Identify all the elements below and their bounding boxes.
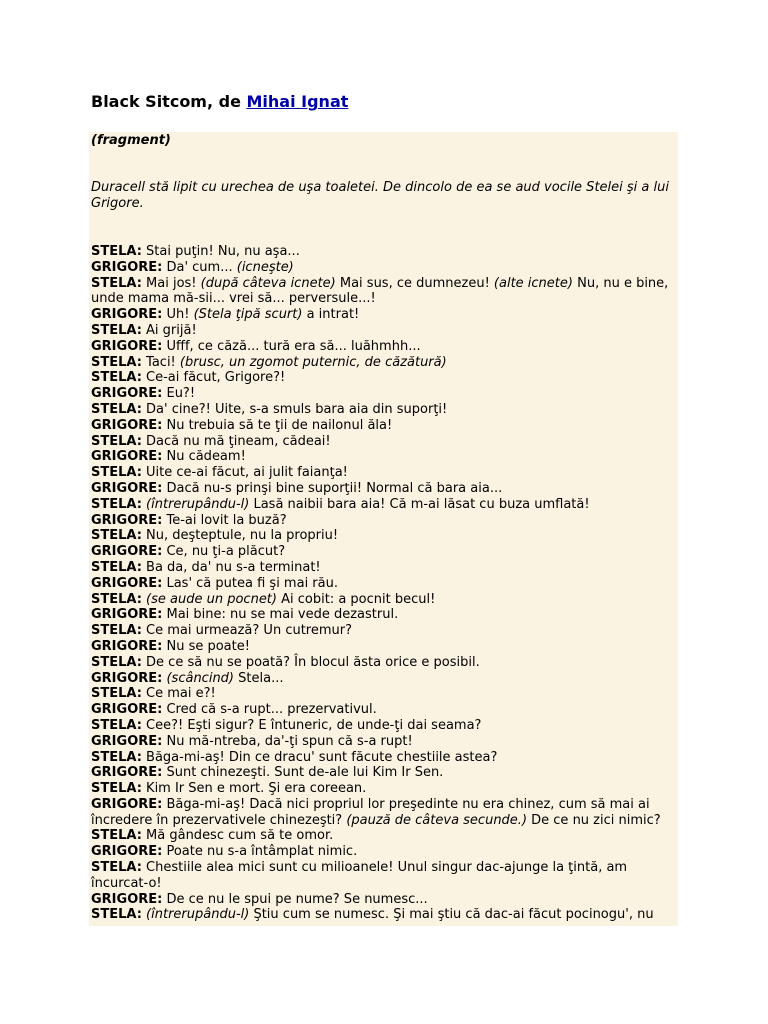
line-text: Stai puţin! Nu, nu aşa... — [141, 244, 300, 259]
speaker-name: STELA: — [91, 781, 142, 797]
dialogue-line — [91, 907, 678, 923]
speaker-name: GRIGORE: — [91, 638, 163, 654]
dialogue-line — [91, 860, 678, 892]
line-text: Da' cum... — [162, 259, 237, 275]
dialogue-line — [91, 513, 678, 529]
line-text: Sunt chinezeşti. Sunt de-ale lui Kim Ir Sen. — [162, 765, 444, 781]
speaker-name: GRIGORE: — [91, 386, 163, 402]
line-text: De ce nu le spui pe nume? Se numesc... — [162, 891, 428, 907]
line-text: Băga-mi-aş! Dacă nici propriul lor preşedinte nu era chinez, cum să mai ai încredere în prezervativele chinezeşti? — [91, 796, 650, 828]
dialogue-line — [91, 734, 678, 750]
dialogue-line — [91, 449, 678, 465]
stage-direction: (scâncind) — [166, 670, 235, 686]
speaker-name: STELA: — [91, 322, 142, 338]
stage-direction: (alte icnete) — [493, 275, 573, 291]
dialogue-line — [91, 639, 678, 655]
speaker-name: STELA: — [91, 654, 142, 670]
speaker-name: STELA: — [91, 686, 142, 702]
speaker-name: STELA: — [91, 828, 142, 844]
speaker-name: GRIGORE: — [91, 844, 163, 860]
line-text: Ce, nu ţi-a plăcut? — [162, 544, 286, 560]
speaker-name: GRIGORE: — [91, 575, 163, 591]
dialogue-line — [91, 544, 678, 560]
line-text: a intrat! — [302, 307, 360, 323]
line-text: Las' că putea fi şi mai rău. — [162, 575, 338, 591]
dialogue-line — [91, 339, 678, 355]
speaker-name: STELA: — [91, 433, 142, 449]
stage-direction: (Stela ţipă scurt) — [193, 307, 303, 323]
dialogue-line — [91, 260, 678, 276]
line-text: Cred că s-a rupt... prezervativul. — [162, 702, 377, 718]
line-text: Mai sus, ce dumnezeu! — [335, 275, 494, 291]
dialogue-line — [91, 655, 678, 671]
stage-direction: (pauză de câteva secunde.) — [346, 812, 528, 828]
dialogue-line — [91, 607, 678, 623]
speaker-name: STELA: — [91, 401, 142, 417]
stage-direction: (icneşte) — [236, 259, 294, 275]
speaker-name: STELA: — [91, 717, 142, 733]
speaker-name: STELA: — [91, 244, 142, 259]
line-text: Băga-mi-aş! Din ce dracu' sunt făcute chestiile astea? — [141, 749, 498, 765]
line-text: Nu cădeam! — [162, 449, 246, 465]
dialogue-line — [91, 386, 678, 402]
speaker-name: STELA: — [91, 623, 142, 639]
line-text: Mă gândesc cum să te omor. — [141, 828, 334, 844]
dialogue-line — [91, 718, 678, 734]
dialogue-line — [91, 765, 678, 781]
line-text: Ştiu cum se numesc. Şi mai ştiu că dac-ai făcut pocinogu', nu — [249, 907, 654, 923]
speaker-name: STELA: — [91, 370, 142, 386]
speaker-name: STELA: — [91, 354, 142, 370]
dialogue-line — [91, 355, 678, 371]
dialogue-block — [91, 244, 678, 923]
stage-direction: (după câteva icnete) — [200, 275, 336, 291]
speaker-name: GRIGORE: — [91, 449, 163, 465]
speaker-name: GRIGORE: — [91, 259, 163, 275]
line-text: Da' cine?! Uite, s-a smuls bara aia din suporţi! — [141, 401, 448, 417]
speaker-name: GRIGORE: — [91, 338, 163, 354]
dialogue-line — [91, 623, 678, 639]
speaker-name: STELA: — [91, 496, 142, 512]
dialogue-line — [91, 671, 678, 687]
dialogue-line — [91, 828, 678, 844]
speaker-name: GRIGORE: — [91, 796, 163, 812]
line-text: Ce-ai făcut, Grigore?! — [141, 370, 286, 386]
line-text: Stela... — [234, 670, 284, 686]
dialogue-line — [91, 576, 678, 592]
dialogue-line — [91, 481, 678, 497]
line-text: Ufff, ce căză... tură era să... luăhmhh... — [162, 338, 421, 354]
dialogue-line — [91, 797, 678, 829]
line-text: Uite ce-ai făcut, ai julit faianţa! — [141, 465, 348, 481]
line-text: Mai bine: nu se mai vede dezastrul. — [162, 607, 399, 623]
line-text: Nu trebuia să te ţii de nailonul ăla! — [162, 417, 393, 433]
stage-direction: (întrerupându-l) — [146, 907, 250, 923]
dialogue-line — [91, 497, 678, 513]
line-text: Uh! — [162, 307, 194, 323]
line-text: Taci! — [141, 354, 180, 370]
line-text: Ai grijă! — [141, 322, 197, 338]
stage-direction-intro: Duracell stă lipit cu urechea de uşa toaletei. De dincolo de ea se aud vocile Stelei şi a lui Grigore. — [91, 180, 669, 211]
speaker-name: GRIGORE: — [91, 733, 163, 749]
speaker-name: GRIGORE: — [91, 607, 163, 623]
line-text: De ce nu zici nimic? — [527, 812, 661, 828]
line-text: Lasă naibii bara aia! Că m-ai lăsat cu buza umflată! — [249, 496, 590, 512]
speaker-name: STELA: — [91, 591, 142, 607]
speaker-name: GRIGORE: — [91, 670, 163, 686]
dialogue-line — [91, 844, 678, 860]
dialogue-line — [91, 323, 678, 339]
speaker-name: STELA: — [91, 907, 142, 923]
dialogue-line — [91, 560, 678, 576]
dialogue-line — [91, 592, 678, 608]
line-text: Nu, deşteptule, nu la propriu! — [141, 528, 339, 544]
line-text: Eu?! — [162, 386, 196, 402]
line-text: Poate nu s-a întâmplat nimic. — [162, 844, 358, 860]
document-title — [91, 92, 348, 112]
stage-direction: (se aude un pocnet) — [146, 591, 277, 607]
line-text: Ai cobit: a pocnit becul! — [276, 591, 436, 607]
dialogue-line — [91, 434, 678, 450]
line-text: Mai jos! — [141, 275, 201, 291]
line-text: Te-ai lovit la buză? — [162, 512, 287, 528]
speaker-name: GRIGORE: — [91, 891, 163, 907]
speaker-name: STELA: — [91, 465, 142, 481]
line-text: Nu mă-ntreba, da'-ţi spun că s-a rupt! — [162, 733, 413, 749]
speaker-name: GRIGORE: — [91, 512, 163, 528]
stage-direction: (întrerupându-l) — [146, 496, 250, 512]
line-text: Ba da, da' nu s-a terminat! — [141, 559, 321, 575]
line-text: De ce să nu se poată? În blocul ăsta orice e posibil. — [141, 654, 480, 670]
speaker-name: GRIGORE: — [91, 307, 163, 323]
author-link[interactable]: Mihai Ignat — [246, 92, 349, 111]
text-panel — [89, 132, 678, 926]
line-text: Dacă nu mă ţineam, cădeai! — [141, 433, 331, 449]
speaker-name: GRIGORE: — [91, 480, 163, 496]
speaker-name: GRIGORE: — [91, 417, 163, 433]
speaker-name: STELA: — [91, 528, 142, 544]
title-prefix: Black Sitcom, de — [91, 92, 247, 111]
speaker-name: STELA: — [91, 860, 142, 876]
dialogue-line — [91, 276, 678, 308]
dialogue-line — [91, 418, 678, 434]
dialogue-line — [91, 781, 678, 797]
dialogue-line — [91, 686, 678, 702]
speaker-name: GRIGORE: — [91, 702, 163, 718]
dialogue-line — [91, 702, 678, 718]
dialogue-line — [91, 465, 678, 481]
dialogue-line — [91, 750, 678, 766]
line-text: Dacă nu-s prinşi bine suporţii! Normal că bara aia... — [162, 480, 503, 496]
dialogue-line — [91, 402, 678, 418]
speaker-name: GRIGORE: — [91, 544, 163, 560]
speaker-name: GRIGORE: — [91, 765, 163, 781]
dialogue-line — [91, 528, 678, 544]
line-text: Cee?! Eşti sigur? E întuneric, de unde-ţi dai seama? — [141, 717, 482, 733]
speaker-name: STELA: — [91, 749, 142, 765]
line-text: Ce mai urmează? Un cutremur? — [141, 623, 353, 639]
dialogue-line — [91, 307, 678, 323]
speaker-name: STELA: — [91, 275, 142, 291]
line-text: Chestiile alea mici sunt cu milioanele! Unul singur dac-ajunge la ţintă, am încurcat-o! — [91, 860, 628, 891]
dialogue-line — [91, 370, 678, 386]
dialogue-line — [91, 244, 678, 260]
line-text: Kim Ir Sen e mort. Şi era coreean. — [141, 781, 367, 797]
line-text: Nu se poate! — [162, 638, 250, 654]
line-text: Ce mai e?! — [141, 686, 216, 702]
line-text: Nu, nu e bine, unde mama mă-sii... vrei să... perversule...! — [91, 275, 669, 307]
stage-direction: (brusc, un zgomot puternic, de căzătură) — [179, 354, 447, 370]
speaker-name: STELA: — [91, 559, 142, 575]
dialogue-line — [91, 892, 678, 908]
fragment-label: (fragment) — [91, 133, 171, 148]
